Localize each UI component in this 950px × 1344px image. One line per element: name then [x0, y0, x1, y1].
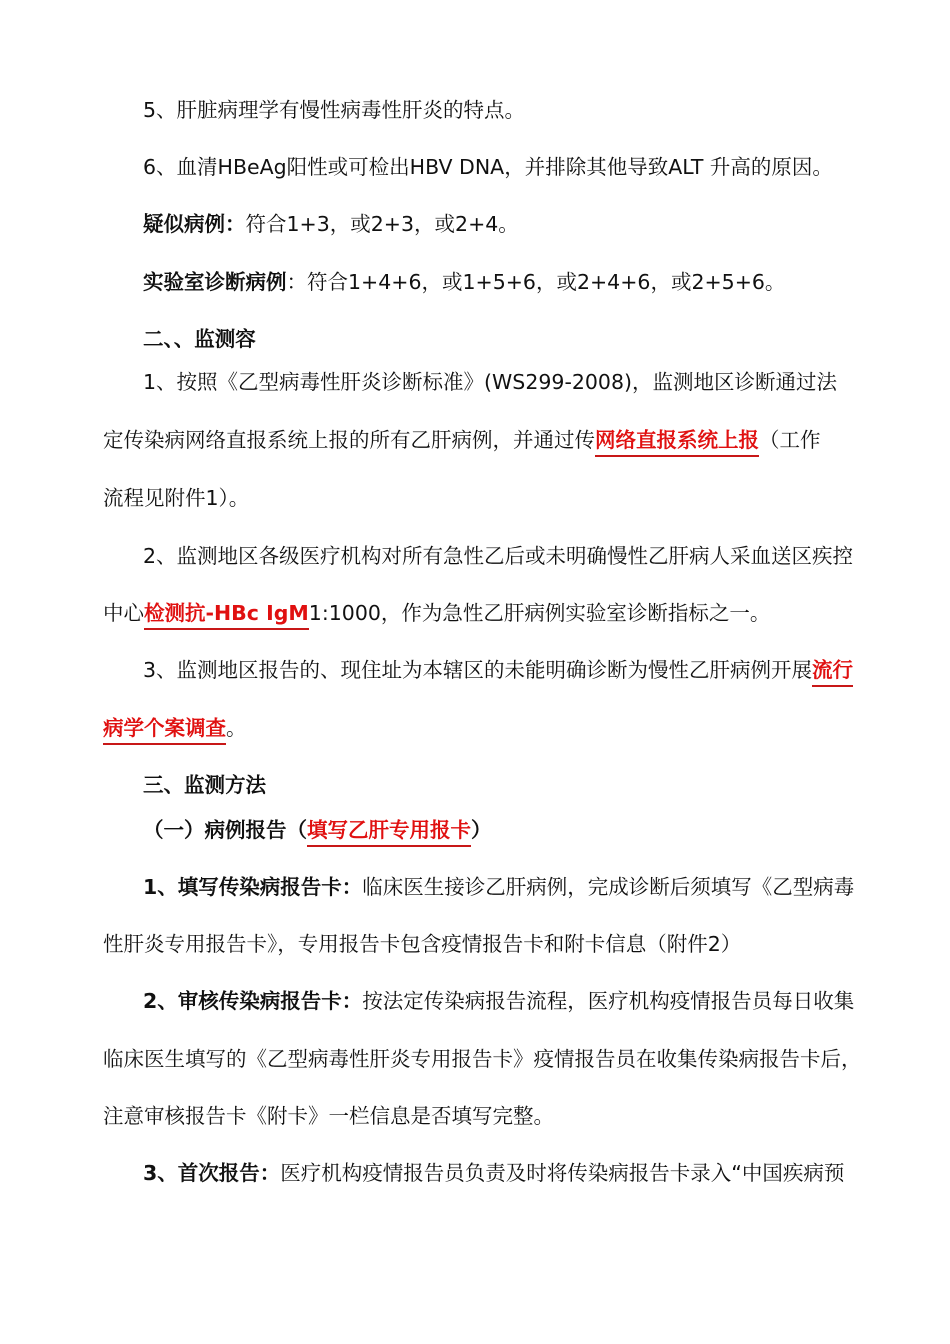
suspected-case-label: 疑似病例：	[143, 212, 246, 236]
highlight-epidemiology-2: 病学个案调查	[103, 716, 226, 745]
section-heading-2: 二、、监测容	[143, 327, 256, 351]
para-1-tail: （工作	[759, 428, 821, 452]
step-1-text: 临床医生接诊乙肝病例，完成诊断后须填写《乙型病毒	[362, 875, 855, 899]
section-heading-3: 三、监测方法	[143, 773, 266, 797]
step-1-line-1	[143, 872, 854, 902]
para-2-tail: 1:1000，作为急性乙肝病例实验室诊断指标之一。	[308, 601, 771, 625]
highlight-network-report: 网络直报系统上报	[595, 428, 759, 457]
para-1-line-2	[103, 425, 821, 455]
para-1-line-1: 1、按照《乙型病毒性肝炎诊断标准》(WS299-2008)，监测地区诊断通过法	[143, 370, 838, 394]
step-2-line-1	[143, 986, 854, 1016]
para-1-line-3: 流程见附件1）。	[103, 486, 250, 510]
highlight-special-card: 填写乙肝专用报卡	[307, 818, 471, 847]
suspected-case-line	[143, 209, 519, 239]
step-3-text: 医疗机构疫情报告员负责及时将传染病报告卡录入“中国疾病预	[280, 1161, 845, 1185]
lab-case-line	[143, 267, 785, 297]
lab-case-label: 实验室诊断病例	[143, 270, 287, 294]
lab-case-text: ：符合1+4+6，或1+5+6，或2+4+6，或2+5+6。	[286, 270, 786, 294]
suspected-case-text: 符合1+3，或2+3，或2+4。	[245, 212, 519, 236]
step-2-line-3: 注意审核报告卡《附卡》一栏信息是否填写完整。	[103, 1104, 554, 1128]
para-2-line-1: 2、监测地区各级医疗机构对所有急性乙后或未明确慢性乙肝病人采血送区疾控	[143, 544, 854, 568]
criterion-6: 6、血清HBeAg阳性或可检出HBV DNA，并排除其他导致ALT 升高的原因。	[143, 155, 833, 179]
para-2-text: 中心	[103, 601, 144, 625]
highlight-igm-test: 检测抗-HBc IgM	[144, 601, 309, 630]
step-3-label: 3、首次报告：	[143, 1161, 281, 1185]
step-2-line-2: 临床医生填写的《乙型病毒性肝炎专用报告卡》疫情报告员在收集传染病报告卡后，	[103, 1047, 862, 1071]
step-1-line-2: 性肝炎专用报告卡》，专用报告卡包含疫情报告卡和附卡信息（附件2）	[103, 932, 742, 956]
criterion-5: 5、肝脏病理学有慢性病毒性肝炎的特点。	[143, 98, 526, 122]
subheading-end: ）	[471, 818, 492, 842]
para-2-line-2	[103, 598, 770, 628]
para-3-line-1	[143, 655, 853, 685]
step-3-line-1	[143, 1158, 844, 1188]
para-3-end: 。	[226, 716, 247, 740]
para-3-line-2	[103, 713, 247, 743]
highlight-epidemiology-1: 流行	[812, 658, 853, 687]
subheading-case-report	[143, 815, 492, 845]
step-2-text: 按法定传染病报告流程，医疗机构疫情报告员每日收集	[362, 989, 855, 1013]
step-2-label: 2、审核传染病报告卡：	[143, 989, 363, 1013]
para-1-text: 定传染病网络直报系统上报的所有乙肝病例，并通过传	[103, 428, 595, 452]
para-3-text: 3、监测地区报告的、现住址为本辖区的未能明确诊断为慢性乙肝病例开展	[143, 658, 813, 682]
step-1-label: 1、填写传染病报告卡：	[143, 875, 363, 899]
subheading-label: （一）病例报告（	[143, 818, 307, 842]
